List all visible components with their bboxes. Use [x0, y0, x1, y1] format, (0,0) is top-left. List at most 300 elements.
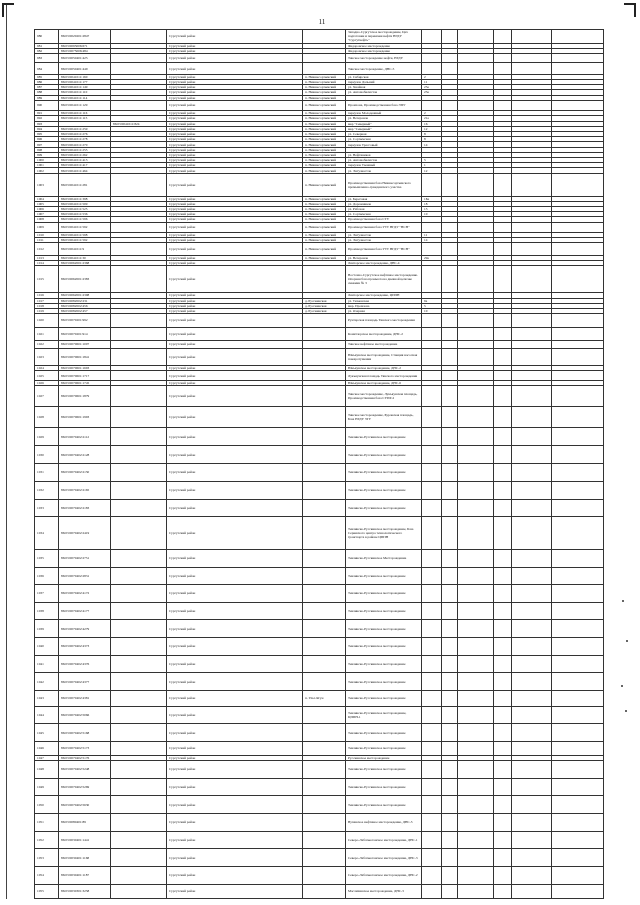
address-cell: Восточно-Сургутское нефтяное месторождение. Опорная база промысла на дневной цепочке скважин № 3 — [346, 266, 422, 293]
empty-cell — [458, 222, 494, 232]
cadastral-number-alt — [111, 655, 167, 673]
cadastral-number-alt — [111, 222, 167, 232]
table-row — [35, 831, 604, 849]
address-cell: Тевлинско-Русскинское месторождение — [346, 760, 422, 778]
address-cell: Тевлинско-Русскинское месторождение — [346, 655, 422, 673]
empty-cell — [458, 742, 494, 756]
cadastral-number-alt — [111, 517, 167, 549]
house-number — [422, 673, 442, 691]
settlement-cell — [303, 724, 346, 742]
empty-cell — [552, 778, 604, 796]
settlement-cell — [303, 386, 346, 407]
empty-cell — [512, 742, 552, 756]
cadastral-number: 86:03:0070201:992 — [59, 314, 111, 328]
empty-cell — [494, 673, 512, 691]
district-cell: Сургутский район — [167, 79, 303, 84]
table-row — [35, 638, 604, 656]
empty-cell — [494, 814, 512, 832]
empty-cell — [442, 742, 458, 756]
row-number: 989 — [35, 95, 59, 100]
empty-cell — [442, 481, 458, 499]
cadastral-number: 86:03:0080401:89 — [59, 814, 111, 832]
house-number — [422, 314, 442, 328]
cadastral-number-alt — [111, 884, 167, 898]
empty-cell — [442, 849, 458, 867]
cadastral-number: 86:03:0062001:2368 — [59, 261, 111, 266]
settlement-cell — [303, 867, 346, 885]
address-cell: Тянское нефтяное месторождение — [346, 341, 422, 348]
row-number: 1008 — [35, 217, 59, 222]
empty-cell — [552, 602, 604, 620]
empty-cell — [552, 742, 604, 756]
empty-cell — [458, 266, 494, 293]
address-cell: Лянторское месторождение, ДНС-4 — [346, 261, 422, 266]
empty-cell — [442, 499, 458, 517]
empty-cell — [494, 53, 512, 62]
table-row — [35, 584, 604, 602]
empty-cell — [494, 406, 512, 427]
cadastral-number: 86:03:0070402:2128 — [59, 446, 111, 464]
house-number: 9а — [422, 298, 442, 303]
district-cell: Сургутский район — [167, 121, 303, 126]
address-cell: ул. Энтузиастов — [346, 232, 422, 237]
house-number: 8 — [422, 132, 442, 137]
empty-cell — [552, 499, 604, 517]
table-row — [35, 53, 604, 62]
empty-cell — [552, 724, 604, 742]
row-number: 1038 — [35, 602, 59, 620]
row-number: 1011 — [35, 238, 59, 243]
empty-cell — [494, 831, 512, 849]
district-cell: Сургутский район — [167, 778, 303, 796]
address-cell: мкр "Северный" — [346, 121, 422, 126]
empty-cell — [458, 673, 494, 691]
row-number: 1009 — [35, 222, 59, 232]
empty-cell — [442, 222, 458, 232]
settlement-cell: п. Нижнесортымский — [303, 217, 346, 222]
cadastral-number: 86:03:0075006:484 — [59, 48, 111, 53]
house-number: 14 — [422, 142, 442, 147]
empty-cell — [552, 706, 604, 724]
cadastral-number: 86:03:0041011:30 — [59, 255, 111, 260]
cadastral-number: 86:03:0070402:5168 — [59, 724, 111, 742]
row-number: 1030 — [35, 446, 59, 464]
cadastral-number: 86:03:0041011:116 — [59, 111, 111, 116]
cadastral-number: 86:03:0041011:525 — [59, 206, 111, 211]
settlement-cell — [303, 348, 346, 366]
district-cell: Сургутский район — [167, 314, 303, 328]
empty-cell — [512, 446, 552, 464]
address-cell: Тевлинско-Русскинское месторождение — [346, 638, 422, 656]
empty-cell — [442, 327, 458, 341]
settlement-cell: д. Русскинская — [303, 308, 346, 313]
district-cell: Сургутский район — [167, 464, 303, 482]
settlement-cell: п. Нижнесортымский — [303, 243, 346, 256]
house-number — [422, 655, 442, 673]
empty-cell — [494, 100, 512, 110]
address-cell: Маслихинское месторождение, ДНС-3 — [346, 884, 422, 898]
house-number: 1Ба — [422, 196, 442, 201]
table-row — [35, 386, 604, 407]
cadastral-number-alt — [111, 549, 167, 568]
row-number: 1018 — [35, 303, 59, 308]
table-row — [35, 517, 604, 549]
address-cell: Рунтарская площадь Тянского месторождения — [346, 314, 422, 328]
empty-cell — [512, 831, 552, 849]
house-number — [422, 814, 442, 832]
settlement-cell — [303, 796, 346, 814]
cadastral-number: 86:03:0041011:259 — [59, 126, 111, 131]
house-number — [422, 724, 442, 742]
district-cell: Сургутский район — [167, 341, 303, 348]
address-cell: Тевлинско-Русскинское месторождение, База Сервисного центра технологического транспорта в районе ЦППН — [346, 517, 422, 549]
district-cell: Сургутский район — [167, 238, 303, 243]
empty-cell — [458, 638, 494, 656]
table-row — [35, 348, 604, 366]
district-cell: Сургутский район — [167, 111, 303, 116]
cadastral-number-alt — [111, 173, 167, 196]
settlement-cell — [303, 371, 346, 380]
settlement-cell: п. Нижнесортымский — [303, 238, 346, 243]
empty-cell — [552, 655, 604, 673]
settlement-cell: п. Нижнесортымский — [303, 158, 346, 163]
empty-cell — [494, 517, 512, 549]
empty-cell — [552, 243, 604, 256]
cadastral-number: 86:03:0041011:592 — [59, 238, 111, 243]
empty-cell — [442, 568, 458, 585]
empty-cell — [458, 796, 494, 814]
district-cell: Сургутский район — [167, 163, 303, 168]
empty-cell — [494, 568, 512, 585]
district-cell: Сургутский район — [167, 266, 303, 293]
table-row — [35, 427, 604, 446]
row-number: 1023 — [35, 348, 59, 366]
row-number: 980 — [35, 30, 59, 44]
empty-cell — [552, 760, 604, 778]
cadastral-number: 86:03:0041011:592 — [59, 222, 111, 232]
empty-cell — [552, 371, 604, 380]
house-number: 23а — [422, 90, 442, 95]
settlement-cell — [303, 620, 346, 638]
address-cell: Северо-Лабатьюганское месторождение, ДНС-1 — [346, 831, 422, 849]
cadastral-number-alt — [111, 314, 167, 328]
house-number — [422, 691, 442, 707]
row-number: 1036 — [35, 568, 59, 585]
cadastral-number: 86:03:0041011:413 — [59, 158, 111, 163]
empty-cell — [512, 796, 552, 814]
row-number: 1028 — [35, 406, 59, 427]
row-number: 1054 — [35, 867, 59, 885]
settlement-cell: п. Нижнесортымский — [303, 121, 346, 126]
empty-cell — [442, 30, 458, 44]
empty-cell — [458, 724, 494, 742]
district-cell: Сургутский район — [167, 222, 303, 232]
cadastral-number: 86:03:0041011:278 — [59, 137, 111, 142]
settlement-cell — [303, 584, 346, 602]
settlement-cell — [303, 63, 346, 74]
cadastral-number: 86:03:0070402:2183 — [59, 499, 111, 517]
empty-cell — [442, 266, 458, 293]
address-cell: Тевлинско-Русскинское месторождение — [346, 742, 422, 756]
empty-cell — [552, 100, 604, 110]
empty-cell — [458, 602, 494, 620]
empty-cell — [512, 760, 552, 778]
row-number: 1043 — [35, 691, 59, 707]
row-number: 995 — [35, 132, 59, 137]
cadastral-number: 86:03:0041011:115 — [59, 116, 111, 121]
row-number: 1046 — [35, 742, 59, 756]
empty-cell — [512, 100, 552, 110]
cadastral-number: 86:03:0070402:4377 — [59, 673, 111, 691]
empty-cell — [494, 243, 512, 256]
empty-cell — [494, 481, 512, 499]
district-cell: Сургутский район — [167, 85, 303, 90]
empty-cell — [458, 549, 494, 568]
table-row — [35, 464, 604, 482]
address-cell: Тевлинско-Русскинское месторождение — [346, 568, 422, 585]
empty-cell — [552, 327, 604, 341]
row-number: 994 — [35, 126, 59, 131]
empty-cell — [494, 742, 512, 756]
table-row — [35, 63, 604, 74]
cadastral-number-alt — [111, 30, 167, 44]
settlement-cell: п. Нижнесортымский — [303, 137, 346, 142]
address-cell: ул. Нефтяников — [346, 152, 422, 157]
district-cell: Сургутский район — [167, 142, 303, 147]
empty-cell — [512, 222, 552, 232]
cadastral-number: 86:03:0070402:5630 — [59, 796, 111, 814]
empty-cell — [458, 481, 494, 499]
house-number: 10 — [422, 308, 442, 313]
house-number — [422, 371, 442, 380]
cadastral-number: 86:03:0041011:177 — [59, 79, 111, 84]
empty-cell — [442, 371, 458, 380]
house-number: 2 — [422, 74, 442, 79]
scan-left-edge — [6, 4, 7, 899]
cadastral-number: 86:03:0030401:1187 — [59, 867, 111, 885]
empty-cell — [458, 348, 494, 366]
address-cell: Тевлинско-Русскинское месторождение — [346, 446, 422, 464]
district-cell: Сургутский район — [167, 406, 303, 427]
cadastral-number: 86:03:0070402:4177 — [59, 602, 111, 620]
cadastral-number: 86:03:0041011:509 — [59, 201, 111, 206]
house-number — [422, 706, 442, 724]
address-cell: Юкъяунское месторождение, ДНС-2 — [346, 366, 422, 371]
scan-noise — [620, 600, 630, 720]
address-cell: ул. Рабочая — [346, 206, 422, 211]
empty-cell — [458, 706, 494, 724]
row-number: 1006 — [35, 206, 59, 211]
cadastral-number-alt — [111, 406, 167, 427]
empty-cell — [512, 327, 552, 341]
row-number: 1025 — [35, 371, 59, 380]
cadastral-number: 86:03:0041011:9 — [59, 243, 111, 256]
house-number: 21а — [422, 116, 442, 121]
cadastral-number: 86:03:0093006:671 — [59, 43, 111, 48]
empty-cell — [494, 464, 512, 482]
district-cell: Сургутский район — [167, 53, 303, 62]
district-cell: Сургутский район — [167, 293, 303, 298]
row-number: 998 — [35, 147, 59, 152]
address-cell: Производственная база Нижнесортымского промышленно-гражданского участка — [346, 173, 422, 196]
empty-cell — [494, 584, 512, 602]
empty-cell — [512, 638, 552, 656]
empty-cell — [552, 673, 604, 691]
cadastral-number-alt — [111, 371, 167, 380]
table-row — [35, 173, 604, 196]
district-cell: Сургутский район — [167, 724, 303, 742]
house-number — [422, 796, 442, 814]
table-row — [35, 796, 604, 814]
settlement-cell: п. Нижнесортымский — [303, 232, 346, 237]
empty-cell — [494, 638, 512, 656]
empty-cell — [552, 849, 604, 867]
row-number: 988 — [35, 90, 59, 95]
empty-cell — [442, 673, 458, 691]
cadastral-number: 86:03:0041011:110 — [59, 90, 111, 95]
table-row — [35, 778, 604, 796]
house-number: 12 — [422, 126, 442, 131]
empty-cell — [512, 406, 552, 427]
settlement-cell — [303, 314, 346, 328]
settlement-cell: п. Нижнесортымский — [303, 90, 346, 95]
cadastral-number: 86:03:0070601:1717 — [59, 371, 111, 380]
row-number: 1017 — [35, 298, 59, 303]
cadastral-number-alt — [111, 464, 167, 482]
house-number — [422, 760, 442, 778]
district-cell: Сургутский район — [167, 116, 303, 121]
empty-cell — [512, 655, 552, 673]
address-cell: Тевлинско-Русскинское месторождение — [346, 796, 422, 814]
empty-cell — [494, 446, 512, 464]
empty-cell — [552, 222, 604, 232]
empty-cell — [512, 568, 552, 585]
district-cell: Сургутский район — [167, 849, 303, 867]
empty-cell — [494, 655, 512, 673]
settlement-cell — [303, 406, 346, 427]
house-number: 14 — [422, 238, 442, 243]
row-number: 990 — [35, 100, 59, 110]
cadastral-number: 86:03:0070402:5248 — [59, 760, 111, 778]
empty-cell — [494, 884, 512, 898]
cadastral-number-alt — [111, 602, 167, 620]
cadastral-number-alt — [111, 724, 167, 742]
cadastral-number: 86:03:0041011:255 — [59, 147, 111, 152]
district-cell: Сургутский район — [167, 742, 303, 756]
settlement-cell — [303, 327, 346, 341]
empty-cell — [442, 427, 458, 446]
empty-cell — [494, 30, 512, 44]
settlement-cell — [303, 30, 346, 44]
district-cell: Сургутский район — [167, 796, 303, 814]
house-number — [422, 222, 442, 232]
empty-cell — [442, 53, 458, 62]
empty-cell — [494, 314, 512, 328]
empty-cell — [512, 314, 552, 328]
cadastral-number-alt — [111, 760, 167, 778]
empty-cell — [442, 63, 458, 74]
settlement-cell: п. Нижнесортымский — [303, 168, 346, 173]
empty-cell — [512, 517, 552, 549]
row-number: 1015 — [35, 266, 59, 293]
house-number — [422, 341, 442, 348]
empty-cell — [458, 620, 494, 638]
address-cell: Тянское месторождение нефти, НГДУ — [346, 53, 422, 62]
house-number — [422, 348, 442, 366]
empty-cell — [442, 464, 458, 482]
address-cell: ул. Ветеранов — [346, 116, 422, 121]
settlement-cell — [303, 760, 346, 778]
district-cell: Сургутский район — [167, 755, 303, 760]
cadastral-number-alt — [111, 849, 167, 867]
district-cell: Сургутский район — [167, 95, 303, 100]
row-number: 1020 — [35, 314, 59, 328]
registry-table-body — [35, 30, 604, 899]
empty-cell — [512, 348, 552, 366]
address-cell: Тевлинско-Русскинское месторождение — [346, 427, 422, 446]
row-number: 1022 — [35, 341, 59, 348]
house-number — [422, 620, 442, 638]
empty-cell — [494, 760, 512, 778]
settlement-cell — [303, 446, 346, 464]
empty-cell — [442, 638, 458, 656]
settlement-cell: п. Нижнесортымский — [303, 111, 346, 116]
empty-cell — [552, 427, 604, 446]
empty-cell — [442, 796, 458, 814]
empty-cell — [552, 884, 604, 898]
address-cell: Тевлинско-Русскинское месторождение — [346, 620, 422, 638]
cadastral-number-alt — [111, 706, 167, 724]
address-cell: Федоровское месторождение — [346, 48, 422, 53]
address-cell: Тевлинско-Русскинское Месторождение — [346, 549, 422, 568]
row-number: 999 — [35, 152, 59, 157]
cadastral-number-alt — [111, 266, 167, 293]
house-number — [422, 406, 442, 427]
cadastral-number-alt — [111, 499, 167, 517]
house-number — [422, 742, 442, 756]
house-number: 16 — [422, 121, 442, 126]
row-number: 986 — [35, 79, 59, 84]
row-number: 983 — [35, 53, 59, 62]
row-number: 1013 — [35, 255, 59, 260]
settlement-cell — [303, 568, 346, 585]
cadastral-number: 86:03:0070402:5066 — [59, 706, 111, 724]
empty-cell — [458, 427, 494, 446]
district-cell: Сургутский район — [167, 386, 303, 407]
empty-cell — [512, 173, 552, 196]
address-cell: ул. Автомобилистов — [346, 158, 422, 163]
district-cell: Сургутский район — [167, 243, 303, 256]
empty-cell — [512, 266, 552, 293]
house-number — [422, 867, 442, 885]
address-cell: ул. Береговая — [346, 196, 422, 201]
row-number: 1000 — [35, 158, 59, 163]
district-cell: Сургутский район — [167, 196, 303, 201]
settlement-cell — [303, 831, 346, 849]
address-cell: Тевлинско-Русскинское месторождение — [346, 602, 422, 620]
district-cell: Сургутский район — [167, 867, 303, 885]
district-cell: Сургутский район — [167, 691, 303, 707]
settlement-cell — [303, 481, 346, 499]
empty-cell — [442, 602, 458, 620]
district-cell: Сургутский район — [167, 303, 303, 308]
house-number: 18 — [422, 201, 442, 206]
empty-cell — [458, 386, 494, 407]
empty-cell — [552, 796, 604, 814]
cadastral-number: 86:03:0041011:281 — [59, 173, 111, 196]
empty-cell — [494, 602, 512, 620]
empty-cell — [442, 549, 458, 568]
